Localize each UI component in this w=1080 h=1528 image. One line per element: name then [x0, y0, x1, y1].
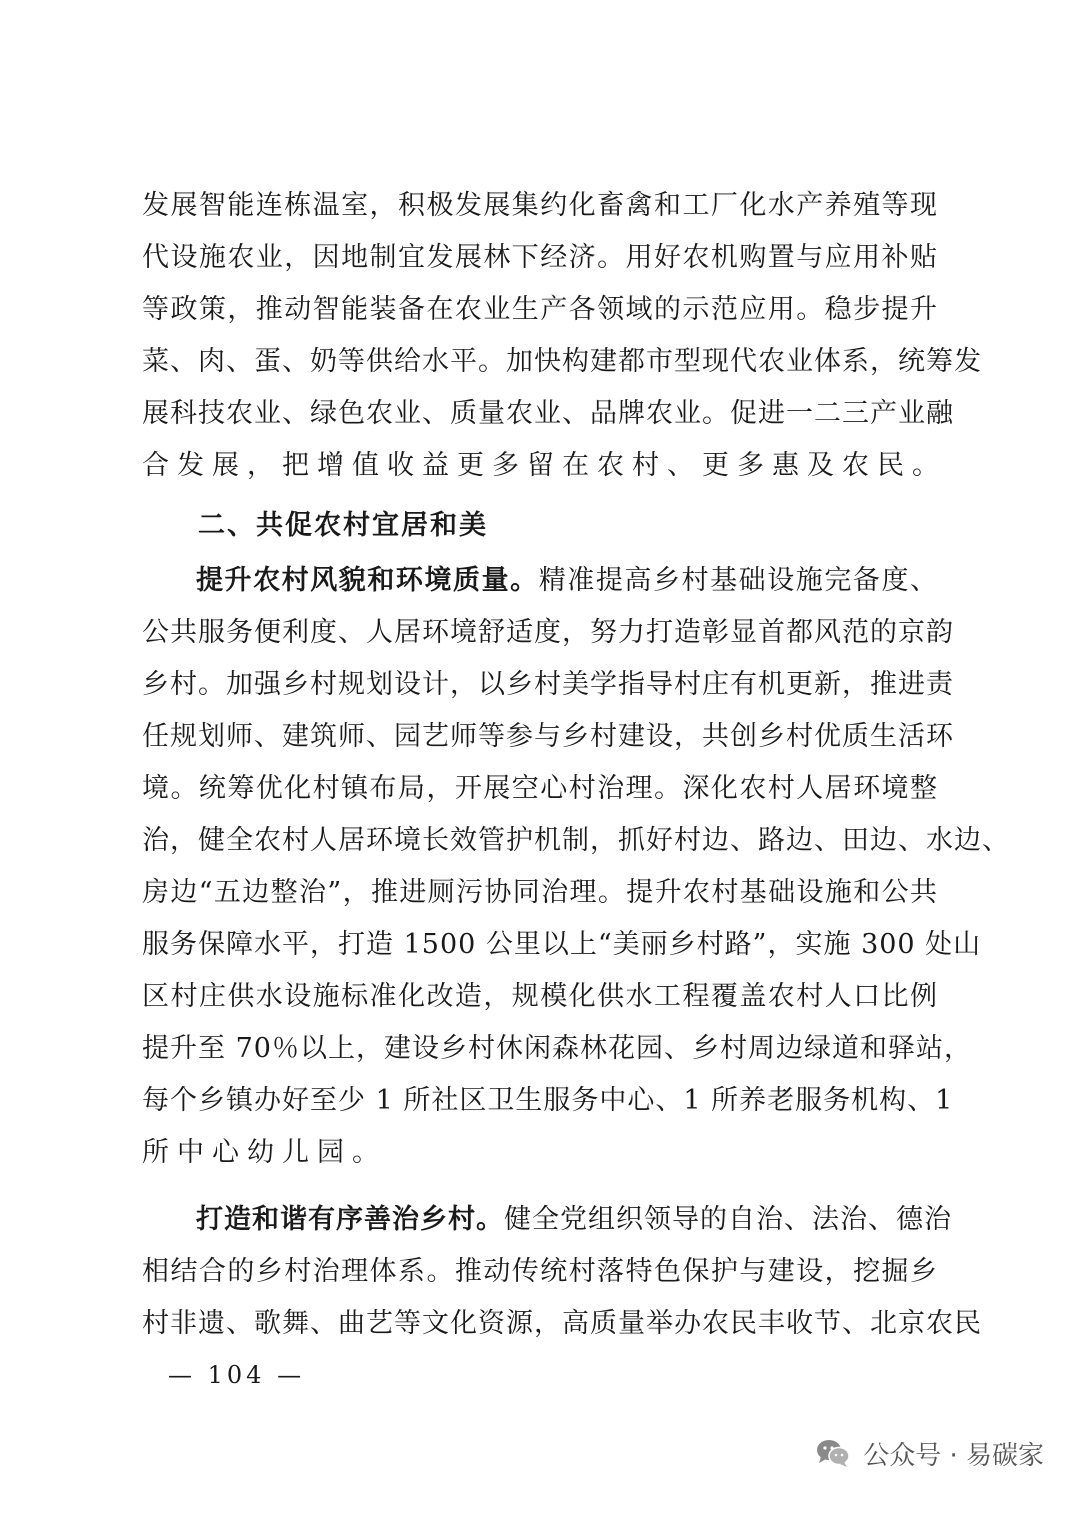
paragraph-line: 房边“五边整治”，推进厕污协同治理。提升农村基础设施和公共: [142, 877, 938, 908]
paragraph-first-line-text: 健全党组织领导的自治、法治、德治: [504, 1204, 952, 1235]
paragraph-first-line: [196, 555, 938, 607]
paragraph-line: 合发展，把增值收益更多留在农村、更多惠及农民。: [142, 450, 947, 481]
wechat-icon: [815, 1437, 851, 1469]
paragraph-line: 代设施农业，因地制宜发展林下经济。用好农机购置与应用补贴: [142, 242, 938, 273]
paragraph-line: 发展智能连栋温室，积极发展集约化畜禽和工厂化水产养殖等现: [142, 190, 938, 221]
paragraph-line: 菜、肉、蛋、奶等供给水平。加快构建都市型现代农业体系，统筹发: [142, 346, 982, 377]
paragraph-line: 等政策，推动智能装备在农业生产各领域的示范应用。稳步提升: [142, 294, 938, 325]
paragraph-line: 境。统筹优化村镇布局，开展空心村治理。深化农村人居环境整: [142, 773, 938, 804]
paragraph-line: 村非遗、歌舞、曲艺等文化资源，高质量举办农民丰收节、北京农民: [142, 1308, 982, 1339]
paragraph-first-line: [196, 1194, 952, 1246]
paragraph-line: 相结合的乡村治理体系。推动传统村落特色保护与建设，挖掘乡: [142, 1256, 938, 1287]
paragraph-first-line-text: 精准提高乡村基础设施完备度、: [538, 565, 939, 596]
paragraph-line: 所中心幼儿园。: [142, 1137, 387, 1168]
paragraph-line: 提升至 70％以上，建设乡村休闲森林花园、乡村周边绿道和驿站，: [142, 1033, 972, 1064]
paragraph-lead: 打造和谐有序善治乡村。: [196, 1204, 504, 1235]
paragraph-line: 治，健全农村人居环境长效管护机制，抓好村边、路边、田边、水边、: [142, 825, 1010, 856]
paragraph-line: 乡村。加强乡村规划设计，以乡村美学指导村庄有机更新，推进责: [142, 669, 954, 700]
paragraph-line: 每个乡镇办好至少 1 所社区卫生服务中心、1 所养老服务机构、1: [142, 1085, 954, 1116]
paragraph-line: 公共服务便利度、人居环境舒适度，努力打造彰显首都风范的京韵: [142, 617, 954, 648]
watermark-text: 公众号 · 易碳家: [863, 1440, 1044, 1471]
watermark: [815, 1428, 1044, 1478]
paragraph-line: 服务保障水平，打造 1500 公里以上“美丽乡村路”，实施 300 处山: [142, 929, 982, 960]
paragraph-line: 展科技农业、绿色农业、质量农业、品牌农业。促进一二三产业融: [142, 398, 954, 429]
section-heading: 二、共促农村宜居和美: [198, 510, 488, 541]
paragraph-line: 区村庄供水设施标准化改造，规模化供水工程覆盖农村人口比例: [142, 981, 938, 1012]
page-number: — 104 —: [168, 1361, 306, 1389]
paragraph-line: 任规划师、建筑师、园艺师等参与乡村建设，共创乡村优质生活环: [142, 721, 954, 752]
paragraph-lead: 提升农村风貌和环境质量。: [196, 565, 539, 596]
